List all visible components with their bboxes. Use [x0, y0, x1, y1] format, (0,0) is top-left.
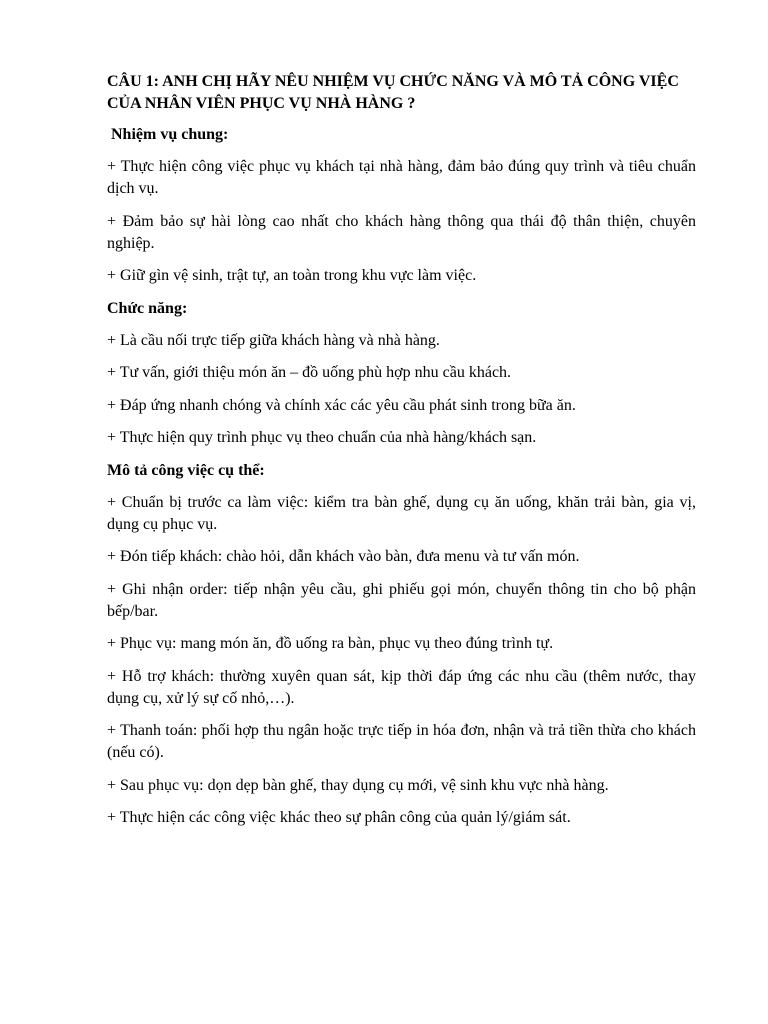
- document-title: CÂU 1: ANH CHỊ HÃY NÊU NHIỆM VỤ CHỨC NĂNG VÀ MÔ TẢ CÔNG VIỆC CỦA NHÂN VIÊN PHỤC VỤ NHÀ HÀNG ?: [107, 73, 679, 112]
- paragraph-item: + Hỗ trợ khách: thường xuyên quan sát, kịp thời đáp ứng các nhu cầu (thêm nước, thay dụng cụ, xử lý sự cố nhỏ,…).: [107, 667, 696, 707]
- paragraph-item: + Thanh toán: phối hợp thu ngân hoặc trực tiếp in hóa đơn, nhận và trả tiền thừa cho khách (nếu có).: [107, 722, 696, 761]
- paragraph-item: + Đáp ứng nhanh chóng và chính xác các yêu cầu phát sinh trong bữa ăn.: [107, 396, 576, 414]
- paragraph-item: + Thực hiện quy trình phục vụ theo chuẩn của nhà hàng/khách sạn.: [107, 429, 537, 446]
- section-heading-general-duties: Nhiệm vụ chung:: [111, 126, 229, 143]
- paragraph-item: + Đảm bảo sự hài lòng cao nhất cho khách hàng thông qua thái độ thân thiện, chuyên nghiệp.: [107, 212, 696, 252]
- paragraph-item: + Ghi nhận order: tiếp nhận yêu cầu, ghi phiếu gọi món, chuyển thông tin cho bộ phận bếp/bar.: [107, 580, 696, 620]
- section-heading-functions: Chức năng:: [107, 299, 188, 317]
- paragraph-item: + Đón tiếp khách: chào hỏi, dẫn khách vào bàn, đưa menu và tư vấn món.: [107, 548, 580, 565]
- paragraph-item: + Sau phục vụ: dọn dẹp bàn ghế, thay dụng cụ mới, vệ sinh khu vực nhà hàng.: [107, 776, 609, 794]
- paragraph-item: + Thực hiện công việc phục vụ khách tại nhà hàng, đảm bảo đúng quy trình và tiêu chuẩn dịch vụ.: [107, 158, 696, 197]
- document-page: [107, 71, 696, 840]
- paragraph-item: + Phục vụ: mang món ăn, đồ uống ra bàn, phục vụ theo đúng trình tự.: [107, 635, 554, 652]
- paragraph-item: + Tư vấn, giới thiệu món ăn – đồ uống phù hợp nhu cầu khách.: [107, 364, 512, 381]
- paragraph-item: + Chuẩn bị trước ca làm việc: kiểm tra bàn ghế, dụng cụ ăn uống, khăn trải bàn, gia vị, dụng cụ phục vụ.: [107, 493, 696, 533]
- paragraph-item: + Giữ gìn vệ sinh, trật tự, an toàn trong khu vực làm việc.: [107, 267, 477, 284]
- section-heading-job-description: Mô tả công việc cụ thể:: [107, 461, 265, 479]
- paragraph-item: + Là cầu nối trực tiếp giữa khách hàng và nhà hàng.: [107, 331, 440, 349]
- paragraph-item: + Thực hiện các công việc khác theo sự phân công của quản lý/giám sát.: [107, 809, 571, 826]
